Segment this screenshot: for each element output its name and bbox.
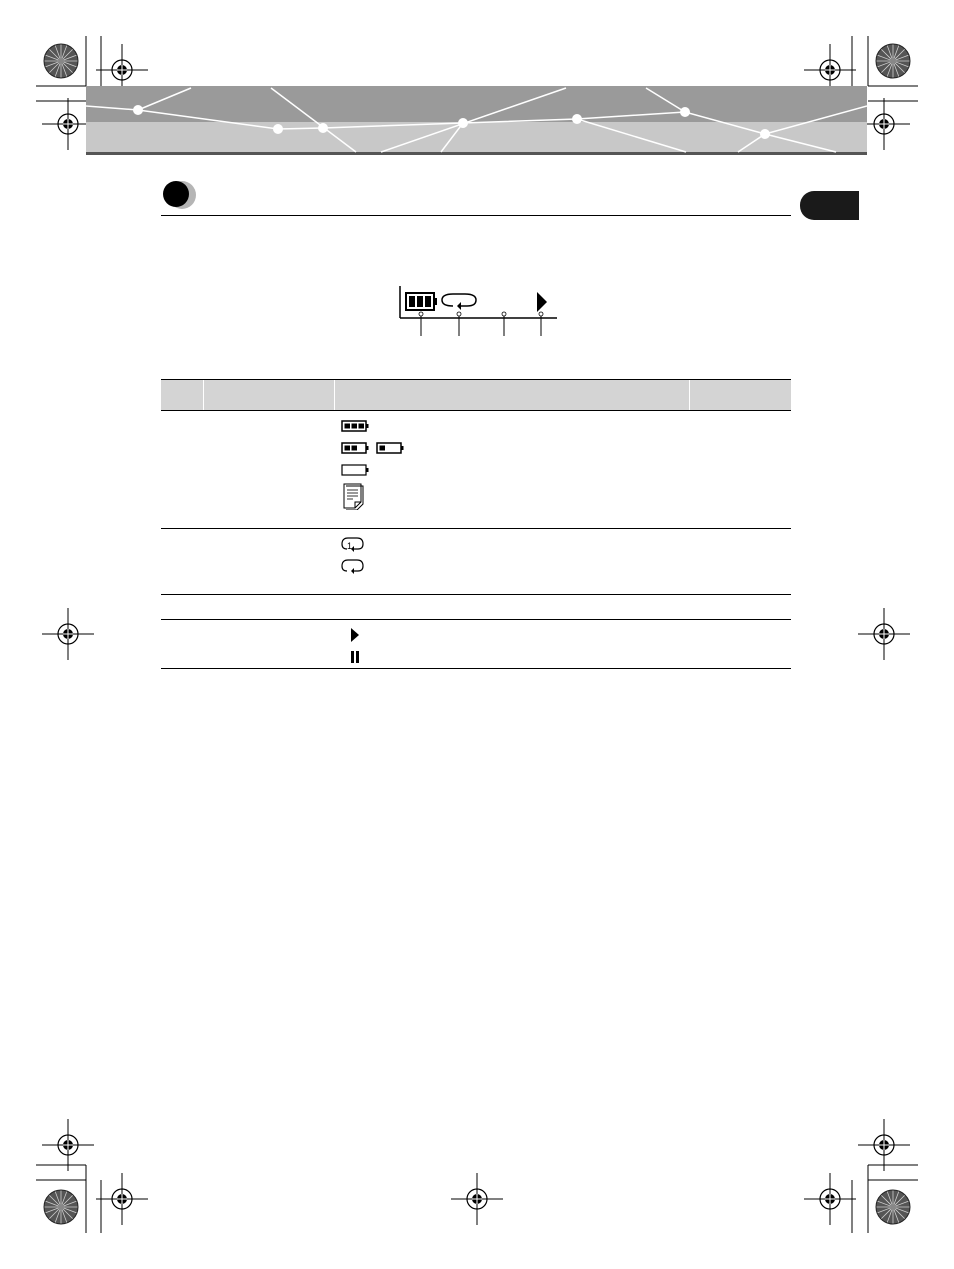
repeat-icon [442,294,476,310]
row-name [203,411,334,529]
play-icon [341,627,361,643]
header-no [161,380,203,411]
row-description [335,620,689,669]
section-divider [161,215,791,216]
row-number [161,620,203,669]
header-description [335,380,689,411]
repeat-one-icon [341,536,367,552]
row-name [203,529,334,595]
table-row [161,595,791,620]
row-name [203,620,334,669]
row-name [203,595,334,620]
table-row [161,529,791,595]
header-page [689,380,791,411]
display-indicator-diagram [395,284,565,340]
battery-low-icon [376,442,406,454]
row-page [689,529,791,595]
svg-text:1: 1 [346,541,352,551]
row-page [689,595,791,620]
row-number [161,529,203,595]
battery-full-icon [406,293,437,310]
row-number [161,411,203,529]
row-description [335,411,689,529]
row-description [335,595,689,620]
pause-icon [341,649,361,665]
row-number [161,595,203,620]
header-banner [86,86,867,156]
indicator-table [161,379,791,669]
row-description [335,529,689,595]
repeat-all-icon [341,558,367,574]
table-row [161,411,791,529]
row-page [689,620,791,669]
row-page [689,411,791,529]
battery-empty-icon [341,464,371,476]
chapter-side-tab [800,191,859,220]
header-name [203,380,334,411]
note-icon [341,482,367,510]
battery-full-icon [341,420,371,432]
play-icon [537,292,547,312]
table-header-row [161,380,791,411]
table-row [161,620,791,669]
battery-half-icon [341,442,371,454]
section-bullet-icon [161,180,197,210]
